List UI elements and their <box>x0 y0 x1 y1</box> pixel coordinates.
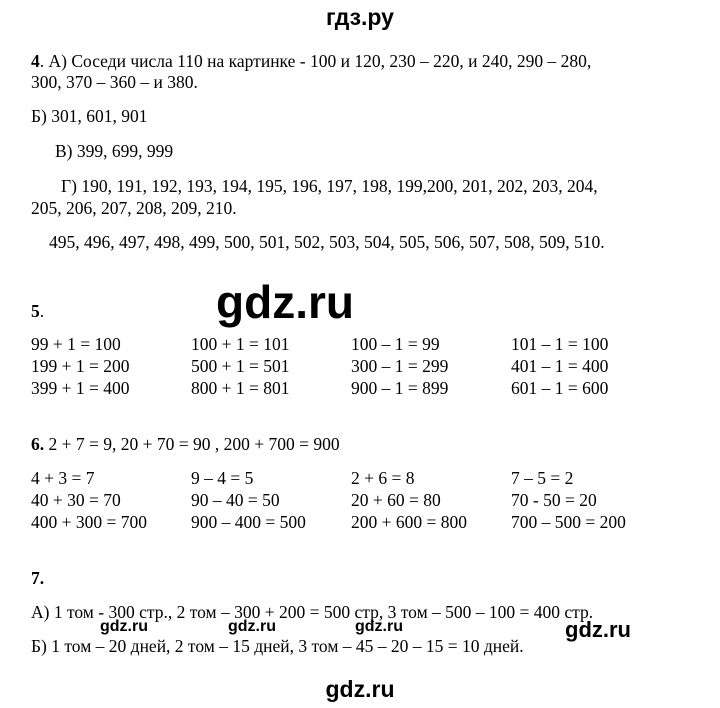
task5-grid <box>31 333 671 399</box>
task6-cell: 200 + 600 = 800 <box>351 512 467 532</box>
task5-cell: 800 + 1 = 801 <box>191 378 290 398</box>
task6-cell: 9 – 4 = 5 <box>191 468 254 488</box>
task4-line-g2: 205, 206, 207, 208, 209, 210. <box>31 198 237 218</box>
task4-line-g3: 495, 496, 497, 498, 499, 500, 501, 502, 503, 504, 505, 506, 507, 508, 509, 510. <box>49 232 605 252</box>
task7-heading: 7. <box>31 568 45 588</box>
task5-cell: 199 + 1 = 200 <box>31 356 130 376</box>
task5-cell: 601 – 1 = 600 <box>511 378 609 398</box>
task6-cell: 70 - 50 = 20 <box>511 490 597 510</box>
task6-number: 6. <box>31 434 45 454</box>
task7-line-a: А) 1 том - 300 стр., 2 том – 300 + 200 = 500 стр, 3 том – 500 – 100 = 400 стр. <box>31 602 594 622</box>
task5-number: 5 <box>31 301 40 321</box>
task6-intro: 6. 2 + 7 = 9, 20 + 70 = 90 , 200 + 700 = 900 <box>31 434 340 454</box>
task4-line-b: Б) 301, 601, 901 <box>31 106 148 126</box>
task5-cell: 900 – 1 = 899 <box>351 378 449 398</box>
task6-cell: 900 – 400 = 500 <box>191 512 306 532</box>
task4-line-a1: 4. А) Соседи числа 110 на картинке - 100 и 120, 230 – 220, и 240, 290 – 280, <box>31 51 592 71</box>
task5-cell: 500 + 1 = 501 <box>191 356 290 376</box>
task6-cell: 90 – 40 = 50 <box>191 490 280 510</box>
watermark-small: gdz.ru <box>228 618 276 635</box>
task6-cell: 2 + 6 = 8 <box>351 468 415 488</box>
task4-line-v: В) 399, 699, 999 <box>55 141 174 161</box>
task6-cell: 700 – 500 = 200 <box>511 512 626 532</box>
watermark-medium: gdz.ru <box>565 617 631 642</box>
task5-cell: 101 – 1 = 100 <box>511 334 609 354</box>
task7-line-b: Б) 1 том – 20 дней, 2 том – 15 дней, 3 том – 45 – 20 – 15 = 10 дней. <box>31 636 524 656</box>
task6-grid <box>31 467 671 533</box>
task5-cell: 399 + 1 = 400 <box>31 378 130 398</box>
task5-cell: 300 – 1 = 299 <box>351 356 449 376</box>
task5-cell: 401 – 1 = 400 <box>511 356 609 376</box>
task5-cell: 100 – 1 = 99 <box>351 334 440 354</box>
task6-cell: 7 – 5 = 2 <box>511 468 574 488</box>
watermark-small: gdz.ru <box>100 618 148 635</box>
task6-cell: 4 + 3 = 7 <box>31 468 95 488</box>
task5-heading: 5. <box>31 301 45 321</box>
task6-cell: 40 + 30 = 70 <box>31 490 121 510</box>
task4-number: 4 <box>31 51 40 71</box>
site-header: гдз.ру <box>326 4 394 30</box>
footer-watermark: gdz.ru <box>325 676 395 702</box>
task6-cell: 400 + 300 = 700 <box>31 512 147 532</box>
watermark-small: gdz.ru <box>355 618 403 635</box>
watermark-big: gdz.ru <box>216 276 354 328</box>
task5-cell: 100 + 1 = 101 <box>191 334 290 354</box>
task4-line-g1: Г) 190, 191, 192, 193, 194, 195, 196, 197, 198, 199,200, 201, 202, 203, 204, <box>61 176 598 196</box>
task4-line-a2: 300, 370 – 360 – и 380. <box>31 72 198 92</box>
task5-cell: 99 + 1 = 100 <box>31 334 121 354</box>
task6-cell: 20 + 60 = 80 <box>351 490 441 510</box>
